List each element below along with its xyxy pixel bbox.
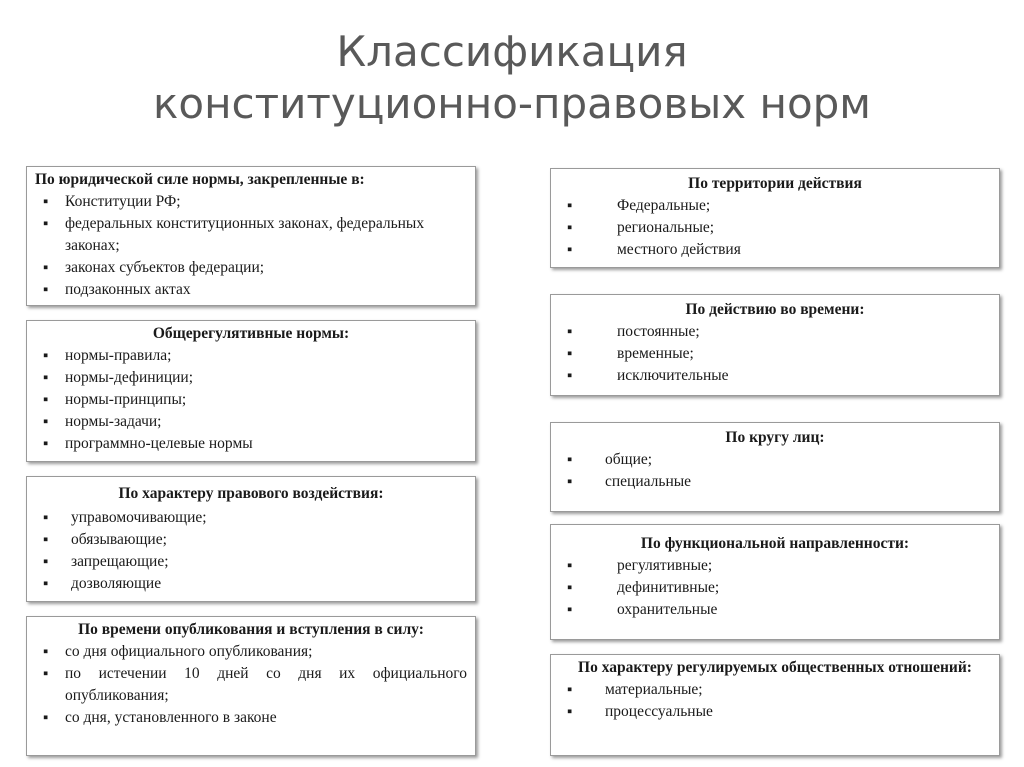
list-item: ▪ со дня, установленного в законе bbox=[35, 707, 467, 729]
list-item: ▪ по истечении 10 дней со дня их официального опубликования; bbox=[35, 663, 467, 707]
box-social-relations bbox=[550, 654, 1000, 756]
list-item: ▪ управомочивающие; bbox=[35, 507, 467, 529]
list-item: ▪ запрещающие; bbox=[35, 551, 467, 573]
list-item: ▪ подзаконных актах bbox=[35, 279, 467, 301]
box-heading: По времени опубликования и вступления в силу: bbox=[78, 621, 424, 638]
box-heading: По характеру регулируемых общественных отношений: bbox=[578, 659, 972, 676]
list-item: ▪ охранительные bbox=[559, 599, 991, 621]
box-heading: По территории действия bbox=[688, 175, 862, 192]
item-list bbox=[559, 555, 991, 621]
list-item: ▪ материальные; bbox=[559, 679, 991, 701]
box-time-action bbox=[550, 294, 1000, 396]
list-item: ▪ Конституции РФ; bbox=[35, 191, 467, 213]
item-list bbox=[35, 345, 467, 455]
list-item: ▪ временные; bbox=[559, 343, 991, 365]
item-list bbox=[559, 449, 991, 493]
list-item: ▪ программно-целевые нормы bbox=[35, 433, 467, 455]
list-item: ▪ процессуальные bbox=[559, 701, 991, 723]
box-heading: По характеру правового воздействия: bbox=[118, 485, 384, 502]
list-item: ▪ исключительные bbox=[559, 365, 991, 387]
title-line-2: конституционно-правовых норм bbox=[153, 79, 871, 128]
box-persons bbox=[550, 422, 1000, 512]
item-list bbox=[559, 321, 991, 387]
box-legal-impact bbox=[26, 476, 476, 602]
item-list bbox=[559, 195, 991, 261]
list-item: ▪ нормы-правила; bbox=[35, 345, 467, 367]
item-list bbox=[35, 641, 467, 729]
list-item: ▪ федеральных конституционных законах, федеральных законах; bbox=[35, 213, 467, 257]
box-general-regulatory bbox=[26, 320, 476, 462]
item-list bbox=[35, 191, 467, 301]
box-territory bbox=[550, 168, 1000, 268]
box-heading: По кругу лиц: bbox=[725, 429, 825, 446]
list-item: ▪ Федеральные; bbox=[559, 195, 991, 217]
box-legal-force bbox=[26, 166, 476, 306]
box-publication-time bbox=[26, 616, 476, 756]
list-item: ▪ региональные; bbox=[559, 217, 991, 239]
title-line-1: Классификация bbox=[336, 27, 688, 76]
list-item: ▪ дефинитивные; bbox=[559, 577, 991, 599]
box-heading: Общерегулятивные нормы: bbox=[152, 325, 350, 342]
box-heading: По действию во времени: bbox=[685, 301, 865, 318]
list-item: ▪ местного действия bbox=[559, 239, 991, 261]
list-item: ▪ нормы-принципы; bbox=[35, 389, 467, 411]
box-heading: По функциональной направленности: bbox=[640, 535, 910, 552]
list-item: ▪ обязывающие; bbox=[35, 529, 467, 551]
box-functional bbox=[550, 524, 1000, 640]
list-item: ▪ постоянные; bbox=[559, 321, 991, 343]
item-list bbox=[559, 679, 991, 723]
list-item: ▪ дозволяющие bbox=[35, 573, 467, 595]
list-item: ▪ общие; bbox=[559, 449, 991, 471]
list-item: ▪ специальные bbox=[559, 471, 991, 493]
item-list bbox=[35, 507, 467, 595]
list-item: ▪ регулятивные; bbox=[559, 555, 991, 577]
box-heading: По юридической силе нормы, закрепленные в: bbox=[35, 171, 365, 188]
list-item: ▪ нормы-задачи; bbox=[35, 411, 467, 433]
list-item: ▪ со дня официального опубликования; bbox=[35, 641, 467, 663]
list-item: ▪ нормы-дефиниции; bbox=[35, 367, 467, 389]
page-title bbox=[0, 26, 1024, 130]
list-item: ▪ законах субъектов федерации; bbox=[35, 257, 467, 279]
